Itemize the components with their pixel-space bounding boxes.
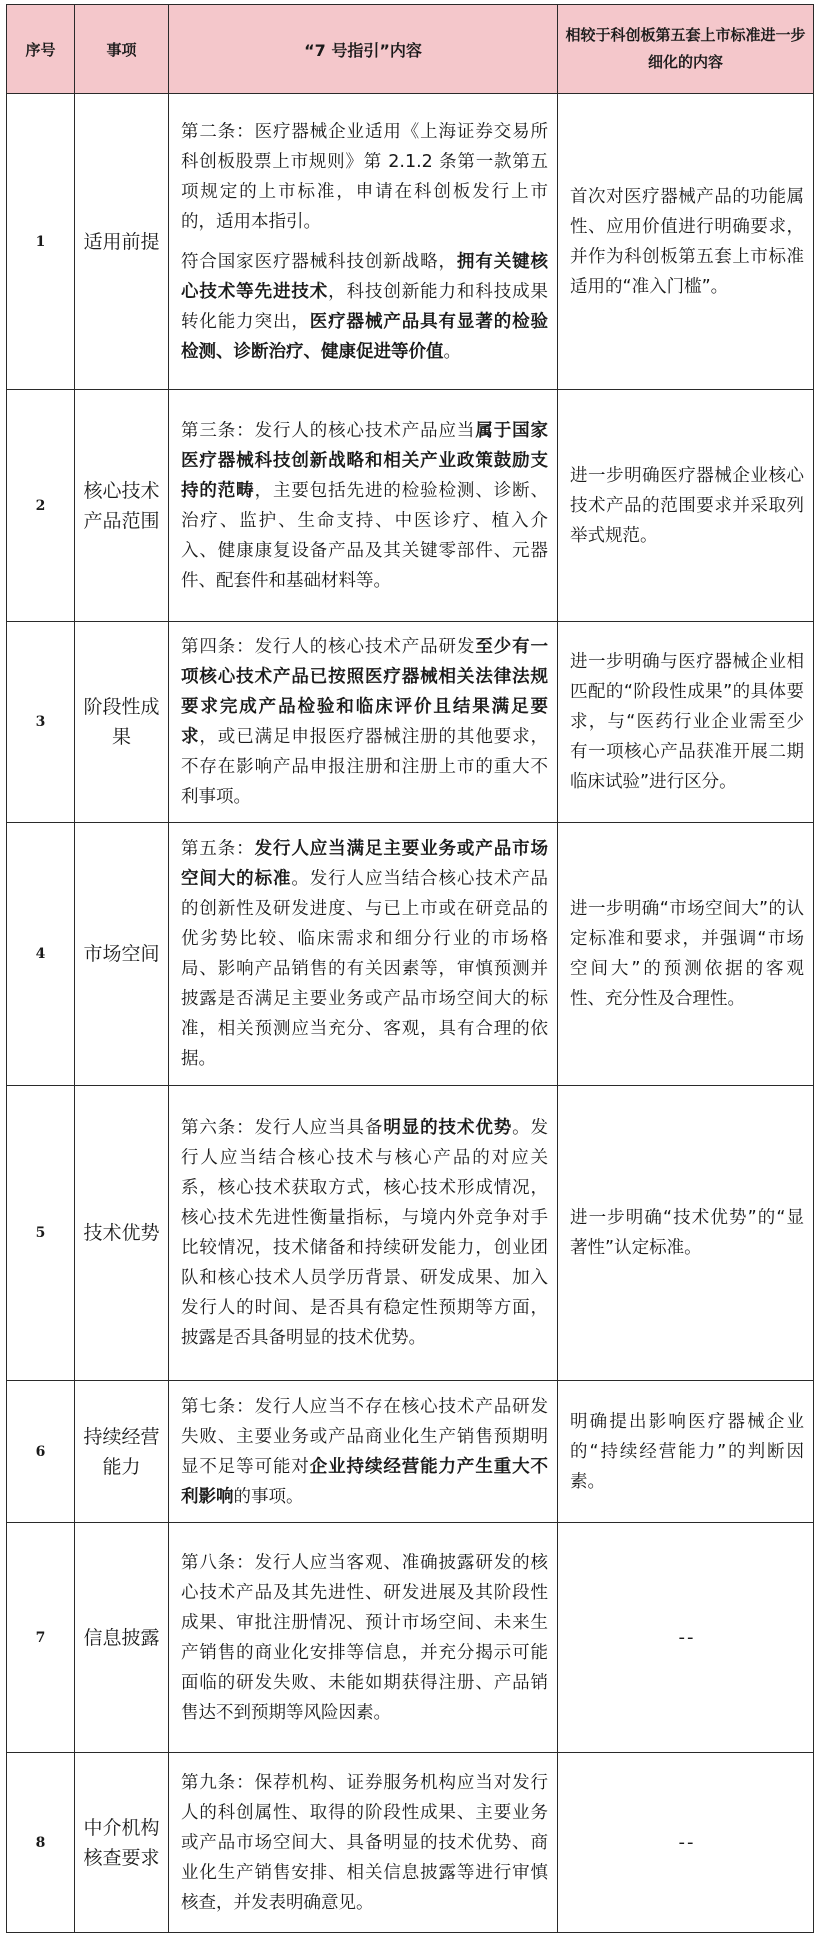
row-content [169,94,558,390]
row-content: 第八条：发行人应当客观、准确披露研发的核心技术产品及其先进性、研发进展及其阶段性成果、审批注册情况、预计市场空间、未来生产销售的商业化安排等信息，并充分揭示可能面临的研发失败、未能如期获得注册、产品销售达不到预期等风险因素。 [169,1523,558,1753]
row-number: 4 [7,823,75,1086]
table-row [7,1523,814,1753]
row-compare: 进一步明确“技术优势”的“显著性”认定标准。 [558,1086,814,1381]
table-row [7,823,814,1086]
row-number: 5 [7,1086,75,1381]
table-row [7,1381,814,1523]
row-item: 中介机构核查要求 [75,1753,169,1933]
row-item: 信息披露 [75,1523,169,1753]
header-item: 事项 [75,5,169,94]
text-run: 第四条：发行人的核心技术产品研发 [181,637,476,657]
row-number: 7 [7,1523,75,1753]
table-row [7,1086,814,1381]
row-content [169,1086,558,1381]
text-run: 第六条：发行人应当具备 [181,1118,384,1138]
text-run: 。 [443,341,461,362]
row-content [169,1381,558,1523]
row-compare: 进一步明确与医疗器械企业相匹配的“阶段性成果”的具体要求，与“医药行业企业需至少有一项核心产品获准开展二期临床试验”进行区分。 [558,622,814,823]
text-run-bold: 属于国家医疗器械科技创新战略和相关产业政策鼓励支持的范畴 [181,420,549,501]
row-compare: 明确提出影响医疗器械企业的“持续经营能力”的判断因素。 [558,1381,814,1523]
header-compare: 相较于科创板第五套上市标准进一步细化的内容 [558,5,814,94]
header-content: “7 号指引”内容 [169,5,558,94]
row-item: 适用前提 [75,94,169,390]
row-compare: -- [558,1753,814,1933]
content-paragraph: 第二条：医疗器械企业适用《上海证券交易所科创板股票上市规则》第 2.1.2 条第一款第五项规定的上市标准，申请在科创板发行上市的，适用本指引。 [181,121,548,232]
row-content: 第九条：保荐机构、证券服务机构应当对发行人的科创属性、取得的阶段性成果、主要业务或产品市场空间大、具备明显的技术优势、商业化生产销售安排、相关信息披露等进行审慎核查，并发表明确意见。 [169,1753,558,1933]
row-compare: -- [558,1523,814,1753]
guideline-comparison-table [6,4,814,1933]
text-run-bold: 明显的技术优势 [383,1118,513,1138]
header-no: 序号 [7,5,75,94]
text-run-bold: 医疗器械产品具有显著的检验检测、诊断治疗、健康促进等价值 [181,311,549,362]
table-row [7,94,814,390]
text-run: ，主要包括先进的检验检测、诊断、治疗、监护、生命支持、中医诊疗、植入介入、健康康复设备产品及其关键零部件、元器件、配套件和基础材料等。 [181,480,549,591]
text-run-bold: 发行人应当满足主要业务或产品市场空间大的标准 [181,839,549,889]
row-number: 8 [7,1753,75,1933]
text-run: 第五条： [181,839,255,859]
text-run-bold: 企业持续经营能力产生重大不利影响 [181,1456,549,1507]
row-compare: 进一步明确“市场空间大”的认定标准和要求，并强调“市场空间大”的预测依据的客观性、充分性及合理性。 [558,823,814,1086]
text-run: 的事项。 [233,1486,304,1507]
row-content [169,823,558,1086]
table-row [7,390,814,622]
row-number: 1 [7,94,75,390]
row-content [169,390,558,622]
text-run-bold: 拥有关键核心技术等先进技术 [181,251,549,302]
row-item: 市场空间 [75,823,169,1086]
text-run-bold: 至少有一项核心技术产品已按照医疗器械相关法律法规要求完成产品检验和临床评价且结果满足要求 [181,637,549,747]
table-row [7,622,814,823]
text-run: 。发行人应当结合核心技术与核心产品的对应关系，核心技术获取方式，核心技术形成情况，核心技术先进性衡量指标，与境内外竞争对手比较情况，技术储备和持续研发能力，创业团队和核心技术人员学历背景、研发成果、加入发行人的时间、是否具有稳定性预期等方面，披露是否具备明显的技术优势。 [181,1118,549,1348]
table-row [7,1753,814,1933]
row-item: 阶段性成果 [75,622,169,823]
row-item: 核心技术产品范围 [75,390,169,622]
row-compare: 进一步明确医疗器械企业核心技术产品的范围要求并采取列举式规范。 [558,390,814,622]
text-run: 。发行人应当结合核心技术产品的创新性及研发进度、与已上市或在研竞品的优劣势比较、临床需求和细分行业的市场格局、影响产品销售的有关因素等，审慎预测并披露是否满足主要业务或产品市场空间大的标准，相关预测应当充分、客观，具有合理的依据。 [181,869,549,1069]
row-compare: 首次对医疗器械产品的功能属性、应用价值进行明确要求，并作为科创板第五套上市标准适用的“准入门槛”。 [558,94,814,390]
text-run: ，或已满足申报医疗器械注册的其他要求，不存在影响产品申报注册和注册上市的重大不利事项。 [181,727,549,807]
text-run: ，科技创新能力和科技成果转化能力突出， [181,281,549,332]
text-run: 符合国家医疗器械科技创新战略， [181,251,457,272]
row-item: 持续经营能力 [75,1381,169,1523]
row-number: 3 [7,622,75,823]
row-number: 2 [7,390,75,622]
text-run: 第三条：发行人的核心技术产品应当 [181,420,476,441]
row-item: 技术优势 [75,1086,169,1381]
text-run: 第七条：发行人应当不存在核心技术产品研发失败、主要业务或产品商业化生产销售预期明显不足等可能对 [181,1396,548,1477]
content-paragraph [181,247,548,367]
table-header-row [7,5,814,94]
row-number: 6 [7,1381,75,1523]
row-content [169,622,558,823]
